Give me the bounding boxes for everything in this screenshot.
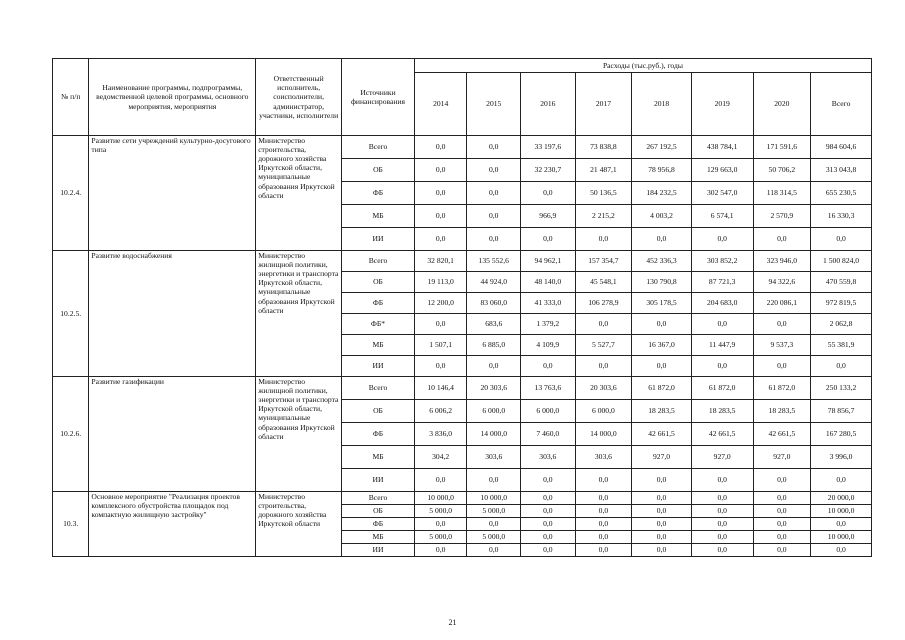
funding-source: ФБ [342, 182, 415, 205]
amount-cell: 0,0 [632, 492, 692, 505]
table-body [53, 136, 872, 557]
amount-cell: 0,0 [575, 531, 632, 544]
amount-cell: 323 946,0 [753, 251, 811, 272]
amount-cell: 83 060,0 [467, 293, 521, 314]
total-cell: 313 043,8 [811, 159, 872, 182]
amount-cell: 0,0 [414, 205, 467, 228]
item-code: 10.2.5. [53, 251, 89, 377]
amount-cell: 452 336,3 [632, 251, 692, 272]
amount-cell: 0,0 [632, 356, 692, 377]
funding-source: Всего [342, 251, 415, 272]
header-year: 2019 [691, 73, 753, 136]
amount-cell: 33 197,6 [521, 136, 576, 159]
amount-cell: 42 661,5 [632, 423, 692, 446]
total-cell: 0,0 [811, 228, 872, 251]
amount-cell: 927,0 [632, 446, 692, 469]
amount-cell: 6 006,2 [414, 400, 467, 423]
item-responsible: Министерство строительства, дорожного хозяйства Иркутской области [256, 492, 342, 557]
expenditure-table [52, 58, 872, 557]
amount-cell: 0,0 [414, 159, 467, 182]
amount-cell: 184 232,5 [632, 182, 692, 205]
amount-cell: 0,0 [753, 492, 811, 505]
amount-cell: 0,0 [521, 531, 576, 544]
total-cell: 167 280,5 [811, 423, 872, 446]
item-name: Основное мероприятие "Реализация проектов комплексного обустройства площадок под компактную жилищную застройку" [89, 492, 256, 557]
amount-cell: 0,0 [632, 469, 692, 492]
total-cell: 0,0 [811, 469, 872, 492]
amount-cell: 6 000,0 [467, 400, 521, 423]
amount-cell: 0,0 [521, 356, 576, 377]
amount-cell: 18 283,5 [753, 400, 811, 423]
amount-cell: 5 000,0 [414, 531, 467, 544]
amount-cell: 0,0 [414, 314, 467, 335]
amount-cell: 18 283,5 [691, 400, 753, 423]
funding-source: ОБ [342, 400, 415, 423]
amount-cell: 0,0 [467, 228, 521, 251]
total-cell: 972 819,5 [811, 293, 872, 314]
amount-cell: 32 230,7 [521, 159, 576, 182]
amount-cell: 0,0 [521, 544, 576, 557]
amount-cell: 94 962,1 [521, 251, 576, 272]
funding-source: ИИ [342, 356, 415, 377]
amount-cell: 0,0 [467, 136, 521, 159]
amount-cell: 0,0 [467, 159, 521, 182]
item-code: 10.3. [53, 492, 89, 557]
funding-source: ИИ [342, 228, 415, 251]
header-year: 2017 [575, 73, 632, 136]
header-name: Наименование программы, подпрограммы, ведомственной целевой программы, основного мероприятия, мероприятия [89, 59, 256, 136]
total-cell: 655 230,5 [811, 182, 872, 205]
amount-cell: 304,2 [414, 446, 467, 469]
table-row [53, 251, 872, 272]
amount-cell: 0,0 [521, 505, 576, 518]
amount-cell: 220 086,1 [753, 293, 811, 314]
total-cell: 16 330,3 [811, 205, 872, 228]
amount-cell: 303 852,2 [691, 251, 753, 272]
item-responsible: Министерство строительства, дорожного хозяйства Иркутской области, муниципальные образования Иркутской области [256, 136, 342, 251]
amount-cell: 0,0 [575, 469, 632, 492]
total-cell: 0,0 [811, 356, 872, 377]
amount-cell: 0,0 [753, 356, 811, 377]
amount-cell: 0,0 [521, 469, 576, 492]
funding-source: МБ [342, 531, 415, 544]
amount-cell: 0,0 [753, 518, 811, 531]
amount-cell: 5 527,7 [575, 335, 632, 356]
amount-cell: 94 322,6 [753, 272, 811, 293]
amount-cell: 73 838,8 [575, 136, 632, 159]
amount-cell: 302 547,0 [691, 182, 753, 205]
amount-cell: 0,0 [414, 182, 467, 205]
amount-cell: 305 178,5 [632, 293, 692, 314]
amount-cell: 0,0 [632, 314, 692, 335]
amount-cell: 267 192,5 [632, 136, 692, 159]
table-row [53, 377, 872, 400]
header-year: 2020 [753, 73, 811, 136]
amount-cell: 0,0 [575, 505, 632, 518]
header-year: 2018 [632, 73, 692, 136]
amount-cell: 0,0 [414, 469, 467, 492]
amount-cell: 16 367,0 [632, 335, 692, 356]
header-num: № п/п [53, 59, 89, 136]
amount-cell: 6 000,0 [521, 400, 576, 423]
item-code: 10.2.6. [53, 377, 89, 492]
total-cell: 10 000,0 [811, 531, 872, 544]
amount-cell: 1 507,1 [414, 335, 467, 356]
amount-cell: 0,0 [691, 314, 753, 335]
header-responsible: Ответственный исполнитель, соисполнители, администратор, участники, исполнители [256, 59, 342, 136]
amount-cell: 0,0 [467, 182, 521, 205]
amount-cell: 204 683,0 [691, 293, 753, 314]
amount-cell: 0,0 [521, 518, 576, 531]
amount-cell: 0,0 [414, 228, 467, 251]
amount-cell: 61 872,0 [691, 377, 753, 400]
amount-cell: 0,0 [691, 469, 753, 492]
funding-source: ФБ [342, 293, 415, 314]
amount-cell: 0,0 [691, 505, 753, 518]
amount-cell: 12 200,0 [414, 293, 467, 314]
total-cell: 55 381,9 [811, 335, 872, 356]
amount-cell: 0,0 [632, 228, 692, 251]
amount-cell: 0,0 [521, 228, 576, 251]
funding-source: ФБ [342, 518, 415, 531]
header-total: Всего [811, 73, 872, 136]
amount-cell: 0,0 [691, 228, 753, 251]
amount-cell: 78 956,8 [632, 159, 692, 182]
amount-cell: 0,0 [691, 544, 753, 557]
amount-cell: 1 379,2 [521, 314, 576, 335]
header-year: 2014 [414, 73, 467, 136]
amount-cell: 50 706,2 [753, 159, 811, 182]
amount-cell: 21 487,1 [575, 159, 632, 182]
total-cell: 984 604,6 [811, 136, 872, 159]
amount-cell: 0,0 [575, 518, 632, 531]
amount-cell: 0,0 [414, 518, 467, 531]
total-cell: 78 856,7 [811, 400, 872, 423]
amount-cell: 41 333,0 [521, 293, 576, 314]
funding-source: ОБ [342, 272, 415, 293]
amount-cell: 3 836,0 [414, 423, 467, 446]
amount-cell: 0,0 [691, 492, 753, 505]
funding-source: ФБ [342, 423, 415, 446]
amount-cell: 14 000,0 [575, 423, 632, 446]
amount-cell: 87 721,3 [691, 272, 753, 293]
total-cell: 470 559,8 [811, 272, 872, 293]
amount-cell: 14 000,0 [467, 423, 521, 446]
table-row [53, 136, 872, 159]
amount-cell: 4 003,2 [632, 205, 692, 228]
funding-source: ФБ* [342, 314, 415, 335]
header-expenses: Расходы (тыс.руб.), годы [414, 59, 871, 73]
amount-cell: 32 820,1 [414, 251, 467, 272]
total-cell: 1 500 824,0 [811, 251, 872, 272]
funding-source: МБ [342, 335, 415, 356]
amount-cell: 0,0 [691, 356, 753, 377]
header-year: 2016 [521, 73, 576, 136]
funding-source: Всего [342, 492, 415, 505]
item-responsible: Министерство жилищной политики, энергетики и транспорта Иркутской области, муниципальные образования Иркутской области [256, 377, 342, 492]
amount-cell: 171 591,6 [753, 136, 811, 159]
amount-cell: 118 314,5 [753, 182, 811, 205]
funding-source: ОБ [342, 505, 415, 518]
funding-source: МБ [342, 205, 415, 228]
amount-cell: 6 574,1 [691, 205, 753, 228]
amount-cell: 18 283,5 [632, 400, 692, 423]
amount-cell: 0,0 [467, 544, 521, 557]
amount-cell: 927,0 [753, 446, 811, 469]
total-cell: 0,0 [811, 518, 872, 531]
amount-cell: 0,0 [753, 469, 811, 492]
total-cell: 20 000,0 [811, 492, 872, 505]
funding-source: ИИ [342, 469, 415, 492]
funding-source: Всего [342, 136, 415, 159]
amount-cell: 42 661,5 [691, 423, 753, 446]
total-cell: 250 133,2 [811, 377, 872, 400]
table-row [53, 492, 872, 505]
amount-cell: 0,0 [753, 228, 811, 251]
amount-cell: 2 570,9 [753, 205, 811, 228]
amount-cell: 0,0 [575, 228, 632, 251]
amount-cell: 683,6 [467, 314, 521, 335]
amount-cell: 61 872,0 [753, 377, 811, 400]
amount-cell: 44 924,0 [467, 272, 521, 293]
funding-source: ИИ [342, 544, 415, 557]
item-code: 10.2.4. [53, 136, 89, 251]
amount-cell: 0,0 [467, 356, 521, 377]
item-name: Развитие сети учреждений культурно-досугового типа [89, 136, 256, 251]
header-source: Источники финансирования [342, 59, 415, 136]
amount-cell: 4 109,9 [521, 335, 576, 356]
amount-cell: 0,0 [575, 492, 632, 505]
amount-cell: 0,0 [575, 544, 632, 557]
amount-cell: 0,0 [467, 518, 521, 531]
amount-cell: 0,0 [414, 356, 467, 377]
funding-source: Всего [342, 377, 415, 400]
amount-cell: 135 552,6 [467, 251, 521, 272]
amount-cell: 927,0 [691, 446, 753, 469]
amount-cell: 7 460,0 [521, 423, 576, 446]
amount-cell: 303,6 [575, 446, 632, 469]
amount-cell: 10 146,4 [414, 377, 467, 400]
item-name: Развитие газификации [89, 377, 256, 492]
amount-cell: 20 303,6 [467, 377, 521, 400]
total-cell: 3 996,0 [811, 446, 872, 469]
amount-cell: 0,0 [467, 469, 521, 492]
amount-cell: 20 303,6 [575, 377, 632, 400]
amount-cell: 5 000,0 [467, 531, 521, 544]
header-year: 2015 [467, 73, 521, 136]
total-cell: 0,0 [811, 544, 872, 557]
funding-source: МБ [342, 446, 415, 469]
amount-cell: 0,0 [632, 544, 692, 557]
amount-cell: 0,0 [691, 531, 753, 544]
amount-cell: 48 140,0 [521, 272, 576, 293]
amount-cell: 0,0 [753, 314, 811, 335]
amount-cell: 19 113,0 [414, 272, 467, 293]
amount-cell: 45 548,1 [575, 272, 632, 293]
amount-cell: 13 763,6 [521, 377, 576, 400]
amount-cell: 0,0 [414, 544, 467, 557]
amount-cell: 0,0 [467, 205, 521, 228]
amount-cell: 438 784,1 [691, 136, 753, 159]
amount-cell: 10 000,0 [467, 492, 521, 505]
amount-cell: 6 885,0 [467, 335, 521, 356]
amount-cell: 0,0 [632, 518, 692, 531]
amount-cell: 42 661,5 [753, 423, 811, 446]
amount-cell: 157 354,7 [575, 251, 632, 272]
amount-cell: 2 215,2 [575, 205, 632, 228]
amount-cell: 0,0 [575, 314, 632, 335]
amount-cell: 0,0 [632, 531, 692, 544]
amount-cell: 0,0 [521, 492, 576, 505]
amount-cell: 61 872,0 [632, 377, 692, 400]
amount-cell: 106 278,9 [575, 293, 632, 314]
amount-cell: 6 000,0 [575, 400, 632, 423]
amount-cell: 5 000,0 [414, 505, 467, 518]
total-cell: 10 000,0 [811, 505, 872, 518]
amount-cell: 0,0 [753, 544, 811, 557]
amount-cell: 0,0 [632, 505, 692, 518]
amount-cell: 10 000,0 [414, 492, 467, 505]
amount-cell: 129 663,0 [691, 159, 753, 182]
page-number: 21 [448, 618, 457, 627]
amount-cell: 0,0 [575, 356, 632, 377]
item-name: Развитие водоснабжения [89, 251, 256, 377]
amount-cell: 0,0 [753, 531, 811, 544]
amount-cell: 130 790,8 [632, 272, 692, 293]
amount-cell: 966,9 [521, 205, 576, 228]
amount-cell: 303,6 [521, 446, 576, 469]
amount-cell: 50 136,5 [575, 182, 632, 205]
amount-cell: 0,0 [521, 182, 576, 205]
amount-cell: 5 000,0 [467, 505, 521, 518]
amount-cell: 0,0 [691, 518, 753, 531]
total-cell: 2 062,8 [811, 314, 872, 335]
amount-cell: 0,0 [414, 136, 467, 159]
amount-cell: 0,0 [753, 505, 811, 518]
amount-cell: 303,6 [467, 446, 521, 469]
amount-cell: 9 537,3 [753, 335, 811, 356]
funding-source: ОБ [342, 159, 415, 182]
amount-cell: 11 447,9 [691, 335, 753, 356]
item-responsible: Министерство жилищной политики, энергетики и транспорта Иркутской области, муниципальные образования Иркутской области [256, 251, 342, 377]
